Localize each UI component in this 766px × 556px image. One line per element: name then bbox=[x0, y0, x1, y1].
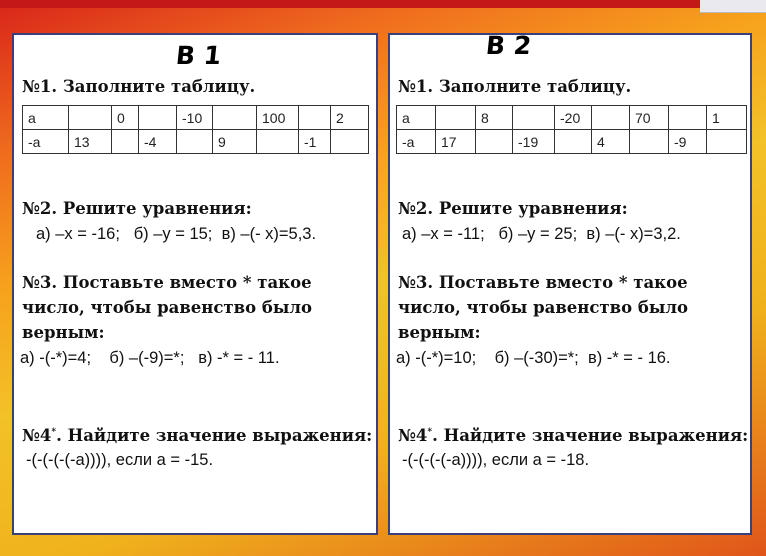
table-cell[interactable]: -4 bbox=[139, 130, 177, 154]
task4-text: . Найдите значение выражения: bbox=[432, 426, 749, 445]
equation-a: а) -(-*)=4; bbox=[20, 349, 92, 367]
values-table bbox=[396, 105, 747, 154]
table-cell[interactable] bbox=[69, 106, 112, 130]
table-cell[interactable]: -1 bbox=[299, 130, 331, 154]
task4-text: . Найдите значение выражения: bbox=[56, 426, 373, 445]
table-cell[interactable]: -20 bbox=[555, 106, 592, 130]
table-cell[interactable]: а bbox=[397, 106, 436, 130]
equation-b: б) –(-9)=*; bbox=[109, 349, 185, 367]
table-cell[interactable]: 17 bbox=[436, 130, 476, 154]
table-cell[interactable]: 1 bbox=[707, 106, 747, 130]
equation-b: б) –у = 25; bbox=[498, 225, 578, 243]
table-row bbox=[397, 130, 747, 154]
task4-expression: -(-(-(-(-а)))), если а = -15. bbox=[26, 451, 214, 469]
equation-a: а) –х = -11; bbox=[402, 225, 485, 243]
table-cell[interactable]: 0 bbox=[112, 106, 139, 130]
task3-title-line2: число, чтобы равенство было bbox=[398, 298, 689, 317]
table-cell[interactable] bbox=[112, 130, 139, 154]
table-cell[interactable] bbox=[139, 106, 177, 130]
table-cell[interactable] bbox=[177, 130, 213, 154]
table-cell[interactable]: -9 bbox=[669, 130, 707, 154]
task3-equations bbox=[20, 349, 280, 368]
task4-number: №4 bbox=[398, 426, 428, 445]
table-cell[interactable] bbox=[436, 106, 476, 130]
task2-title: №2. Решите уравнения: bbox=[398, 199, 628, 218]
equation-c: в) -* = - 11. bbox=[198, 349, 280, 367]
variant-2-card bbox=[388, 33, 752, 535]
table-cell[interactable]: а bbox=[23, 106, 69, 130]
equation-a: а) -(-*)=10; bbox=[396, 349, 477, 367]
equation-b: б) –(-30)=*; bbox=[494, 349, 579, 367]
table-cell[interactable]: 70 bbox=[630, 106, 669, 130]
task3-equations bbox=[396, 349, 671, 368]
variant-1-card bbox=[12, 33, 378, 535]
task2-equations bbox=[402, 225, 681, 244]
table-cell[interactable] bbox=[299, 106, 331, 130]
table-cell[interactable] bbox=[630, 130, 669, 154]
table-cell[interactable] bbox=[331, 130, 369, 154]
table-cell[interactable]: -а bbox=[23, 130, 69, 154]
task3-title-line1: №3. Поставьте вместо * такое bbox=[22, 273, 312, 292]
equation-c: в) –(- х)=3,2. bbox=[586, 225, 681, 243]
task2-title: №2. Решите уравнения: bbox=[22, 199, 252, 218]
table-cell[interactable]: 13 bbox=[69, 130, 112, 154]
table-cell[interactable]: -19 bbox=[513, 130, 555, 154]
equation-c: в) -* = - 16. bbox=[587, 349, 671, 367]
task3-title-line3: верным: bbox=[398, 323, 481, 342]
table-cell[interactable] bbox=[513, 106, 555, 130]
table-cell[interactable] bbox=[257, 130, 299, 154]
table-row bbox=[397, 106, 747, 130]
table-cell[interactable] bbox=[707, 130, 747, 154]
task4-number: №4 bbox=[22, 426, 52, 445]
task1-title: №1. Заполните таблицу. bbox=[398, 77, 632, 96]
table-cell[interactable]: 100 bbox=[257, 106, 299, 130]
task2-equations bbox=[36, 225, 316, 244]
handwritten-variant-label: В 2 bbox=[484, 31, 533, 60]
table-row bbox=[23, 130, 369, 154]
handwritten-variant-label: В 1 bbox=[174, 41, 223, 70]
table-cell[interactable]: -а bbox=[397, 130, 436, 154]
table-cell[interactable] bbox=[669, 106, 707, 130]
window-corner bbox=[700, 0, 766, 13]
task4-star: * bbox=[51, 427, 57, 438]
task4-expression: -(-(-(-(-а)))), если а = -18. bbox=[402, 451, 590, 469]
task1-title: №1. Заполните таблицу. bbox=[22, 77, 256, 96]
equation-b: б) –у = 15; bbox=[133, 225, 213, 243]
table-cell[interactable] bbox=[213, 106, 257, 130]
values-table bbox=[22, 105, 369, 154]
table-cell[interactable]: -10 bbox=[177, 106, 213, 130]
top-bar bbox=[0, 0, 766, 8]
task3-title-line3: верным: bbox=[22, 323, 105, 342]
task4-title bbox=[398, 426, 748, 445]
table-cell[interactable] bbox=[476, 130, 513, 154]
table-cell[interactable]: 9 bbox=[213, 130, 257, 154]
table-row bbox=[23, 106, 369, 130]
table-cell[interactable]: 4 bbox=[592, 130, 630, 154]
table-cell[interactable]: 2 bbox=[331, 106, 369, 130]
table-cell[interactable] bbox=[555, 130, 592, 154]
task3-title-line2: число, чтобы равенство было bbox=[22, 298, 313, 317]
task4-title bbox=[22, 426, 372, 445]
table-cell[interactable]: 8 bbox=[476, 106, 513, 130]
task3-title-line1: №3. Поставьте вместо * такое bbox=[398, 273, 688, 292]
equation-c: в) –(- х)=5,3. bbox=[221, 225, 317, 243]
equation-a: а) –х = -16; bbox=[36, 225, 120, 243]
task4-star: * bbox=[427, 427, 433, 438]
table-cell[interactable] bbox=[592, 106, 630, 130]
